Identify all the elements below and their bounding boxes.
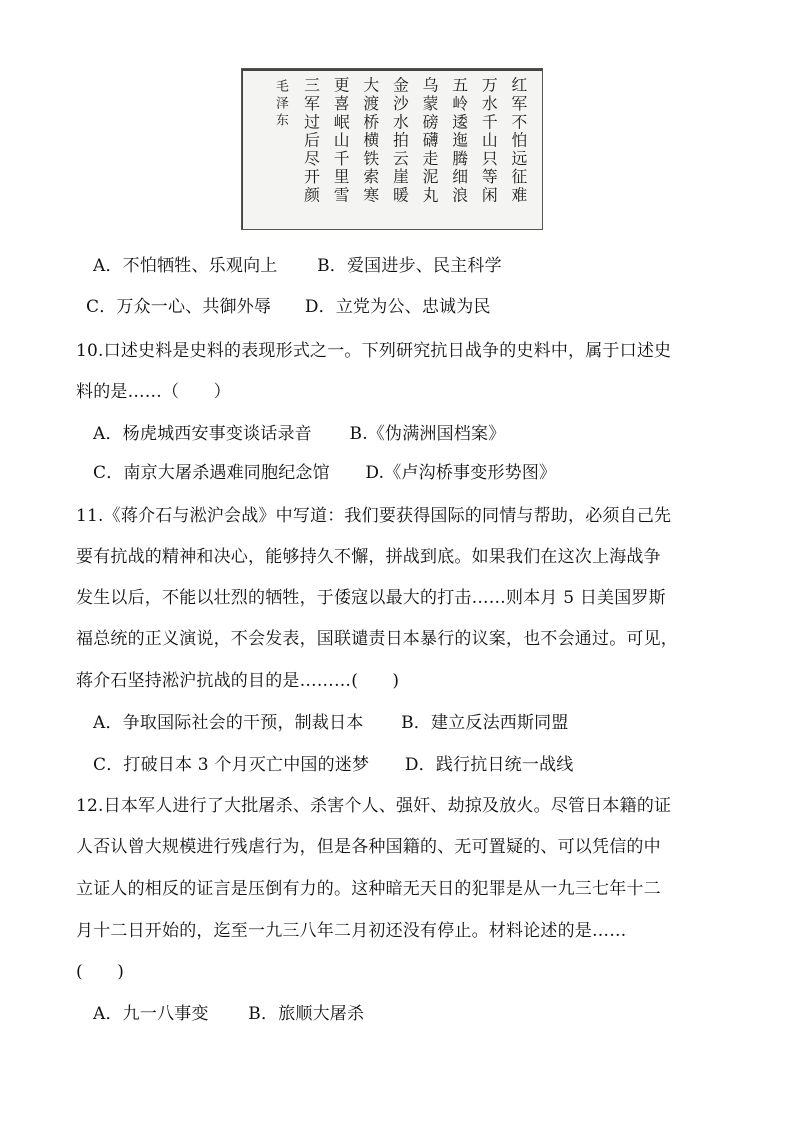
calligraphy-char: 桥: [363, 112, 380, 132]
calligraphy-char: 军: [304, 94, 320, 113]
calligraphy-char: 闲: [481, 185, 498, 205]
q12-stem-line4: 月十二日开始的，迄至一九三八年二月初还没有停止。材料论述的是……: [76, 921, 627, 941]
calligraphy-artwork: [242, 69, 542, 229]
calligraphy-char: 三: [304, 75, 320, 95]
calligraphy-char: 军: [511, 94, 528, 113]
calligraphy-char: 千: [333, 148, 350, 168]
q10-options-row1: [93, 423, 505, 445]
q9-options-row2: [86, 296, 491, 318]
calligraphy-char: 渡: [363, 94, 380, 113]
q9-option-c[interactable]: C．万众一心、共御外辱: [86, 297, 272, 317]
calligraphy-char: 尽: [304, 148, 320, 168]
calligraphy-char: 磅: [422, 112, 439, 132]
calligraphy-char: 千: [481, 112, 498, 132]
calligraphy-char: 乌: [422, 75, 439, 95]
calligraphy-char: 寒: [363, 185, 380, 205]
q10-option-c[interactable]: C．南京大屠杀遇难同胞纪念馆: [93, 463, 330, 483]
q11-option-d[interactable]: D．践行抗日统一战线: [404, 755, 574, 775]
q9-options-row1: [93, 255, 502, 277]
calligraphy-char: 崖: [392, 167, 409, 187]
calligraphy-char: 细: [452, 167, 469, 187]
calligraphy-char: 后: [304, 130, 320, 150]
calligraphy-char: 逶: [452, 112, 469, 132]
calligraphy-char: 拍: [392, 130, 409, 150]
q11-option-c[interactable]: C．打破日本 3 个月灭亡中国的迷梦: [93, 755, 370, 775]
calligraphy-char: 迤: [452, 130, 469, 150]
calligraphy-char: 丸: [422, 185, 439, 205]
calligraphy-char: 五: [452, 75, 469, 95]
q11-stem-line5: 蒋介石坚持淞沪抗战的目的是………( ): [76, 671, 400, 691]
calligraphy-char: 难: [511, 185, 528, 205]
q9-option-a[interactable]: A．不怕牺牲、乐观向上: [93, 256, 278, 276]
calligraphy-char: 东: [275, 113, 289, 129]
calligraphy-char: 腾: [452, 148, 469, 168]
calligraphy-char: 过: [304, 112, 320, 132]
q12-stem-line5: ( ): [76, 962, 125, 982]
calligraphy-char: 礴: [422, 130, 439, 150]
q11-stem-line4: 福总统的正义演说，不会发表，国联谴责日本暴行的议案，也不会通过。可见，: [76, 629, 678, 649]
calligraphy-char: 喜: [333, 94, 350, 113]
calligraphy-char: 雪: [333, 185, 350, 205]
calligraphy-char: 索: [363, 167, 380, 187]
q10-options-row2: [93, 462, 556, 484]
calligraphy-char: 岭: [452, 94, 469, 113]
calligraphy-char: 横: [363, 130, 380, 150]
q12-stem-line1: 12.日本军人进行了大批屠杀、杀害个人、强奸、劫掠及放火。尽管日本籍的证: [76, 796, 672, 816]
calligraphy-char: 沙: [392, 94, 409, 113]
calligraphy-char: 红: [511, 75, 528, 95]
calligraphy-char: 山: [481, 130, 498, 150]
calligraphy-char: 毛: [275, 79, 289, 95]
calligraphy-char: 金: [392, 75, 409, 95]
q11-options-row1: [93, 712, 569, 734]
q10-stem-line2: 料的是……（ ）: [76, 382, 231, 402]
calligraphy-char: 万: [481, 75, 498, 95]
calligraphy-char: 大: [363, 75, 380, 95]
calligraphy-char: 水: [481, 94, 498, 113]
calligraphy-char: 水: [392, 112, 409, 132]
calligraphy-char: 铁: [363, 148, 380, 168]
calligraphy-char: 浪: [452, 185, 469, 205]
calligraphy-char: 更: [333, 75, 350, 95]
q11-stem-line3: 发生以后，不能以壮烈的牺牲，于倭寇以最大的打击……则本月 5 日美国罗斯: [76, 588, 666, 608]
q10-option-b[interactable]: B.《伪满洲国档案》: [349, 424, 506, 444]
q11-stem-line2: 要有抗战的精神和决心，能够持久不懈，拼战到底。如果我们在这次上海战争: [76, 547, 661, 567]
calligraphy-char: 远: [511, 148, 528, 168]
calligraphy-char: 颜: [304, 185, 320, 205]
q10-stem-line1: 10.口述史料是史料的表现形式之一。下列研究抗日战争的史料中，属于口述史: [76, 341, 672, 361]
calligraphy-char: 只: [481, 148, 498, 168]
calligraphy-char: 暖: [392, 185, 409, 205]
calligraphy-char: 岷: [333, 112, 350, 132]
calligraphy-char: 泽: [275, 96, 289, 112]
q9-option-d[interactable]: D．立党为公、忠诚为民: [304, 297, 491, 317]
calligraphy-char: 蒙: [422, 94, 439, 113]
q9-option-b[interactable]: B．爱国进步、民主科学: [317, 256, 502, 276]
calligraphy-char: 泥: [422, 167, 439, 187]
calligraphy-char: 不: [511, 112, 528, 132]
calligraphy-char: 等: [481, 167, 498, 187]
q10-option-d[interactable]: D.《卢沟桥事变形势图》: [365, 463, 557, 483]
q12-stem-line2: 人否认曾大规模进行残虐行为，但是各种国籍的、无可置疑的、可以凭信的中: [76, 837, 661, 857]
calligraphy-char: 怕: [511, 130, 528, 150]
q12-stem-line3: 立证人的相反的证言是压倒有力的。这种暗无天日的犯罪是从一九三七年十二: [76, 879, 661, 899]
q12-option-b[interactable]: B．旅顺大屠杀: [248, 1004, 365, 1024]
calligraphy-char: 走: [422, 148, 439, 168]
calligraphy-image: [241, 68, 543, 230]
q11-option-b[interactable]: B．建立反法西斯同盟: [401, 713, 569, 733]
calligraphy-char: 征: [511, 167, 528, 187]
q10-option-a[interactable]: A．杨虎城西安事变谈话录音: [93, 424, 312, 444]
calligraphy-char: 开: [304, 167, 320, 187]
q11-options-row2: [93, 754, 573, 776]
q11-option-a[interactable]: A．争取国际社会的干预，制裁日本: [93, 713, 364, 733]
q12-options-row1: [93, 1003, 364, 1025]
q12-option-a[interactable]: A．九一八事变: [93, 1004, 209, 1024]
calligraphy-char: 云: [392, 148, 409, 168]
q11-stem-line1: 11.《蒋介石与淞沪会战》中写道：我们要获得国际的同情与帮助，必须自己先: [76, 506, 672, 526]
calligraphy-char: 山: [333, 130, 350, 150]
calligraphy-char: 里: [333, 167, 350, 187]
